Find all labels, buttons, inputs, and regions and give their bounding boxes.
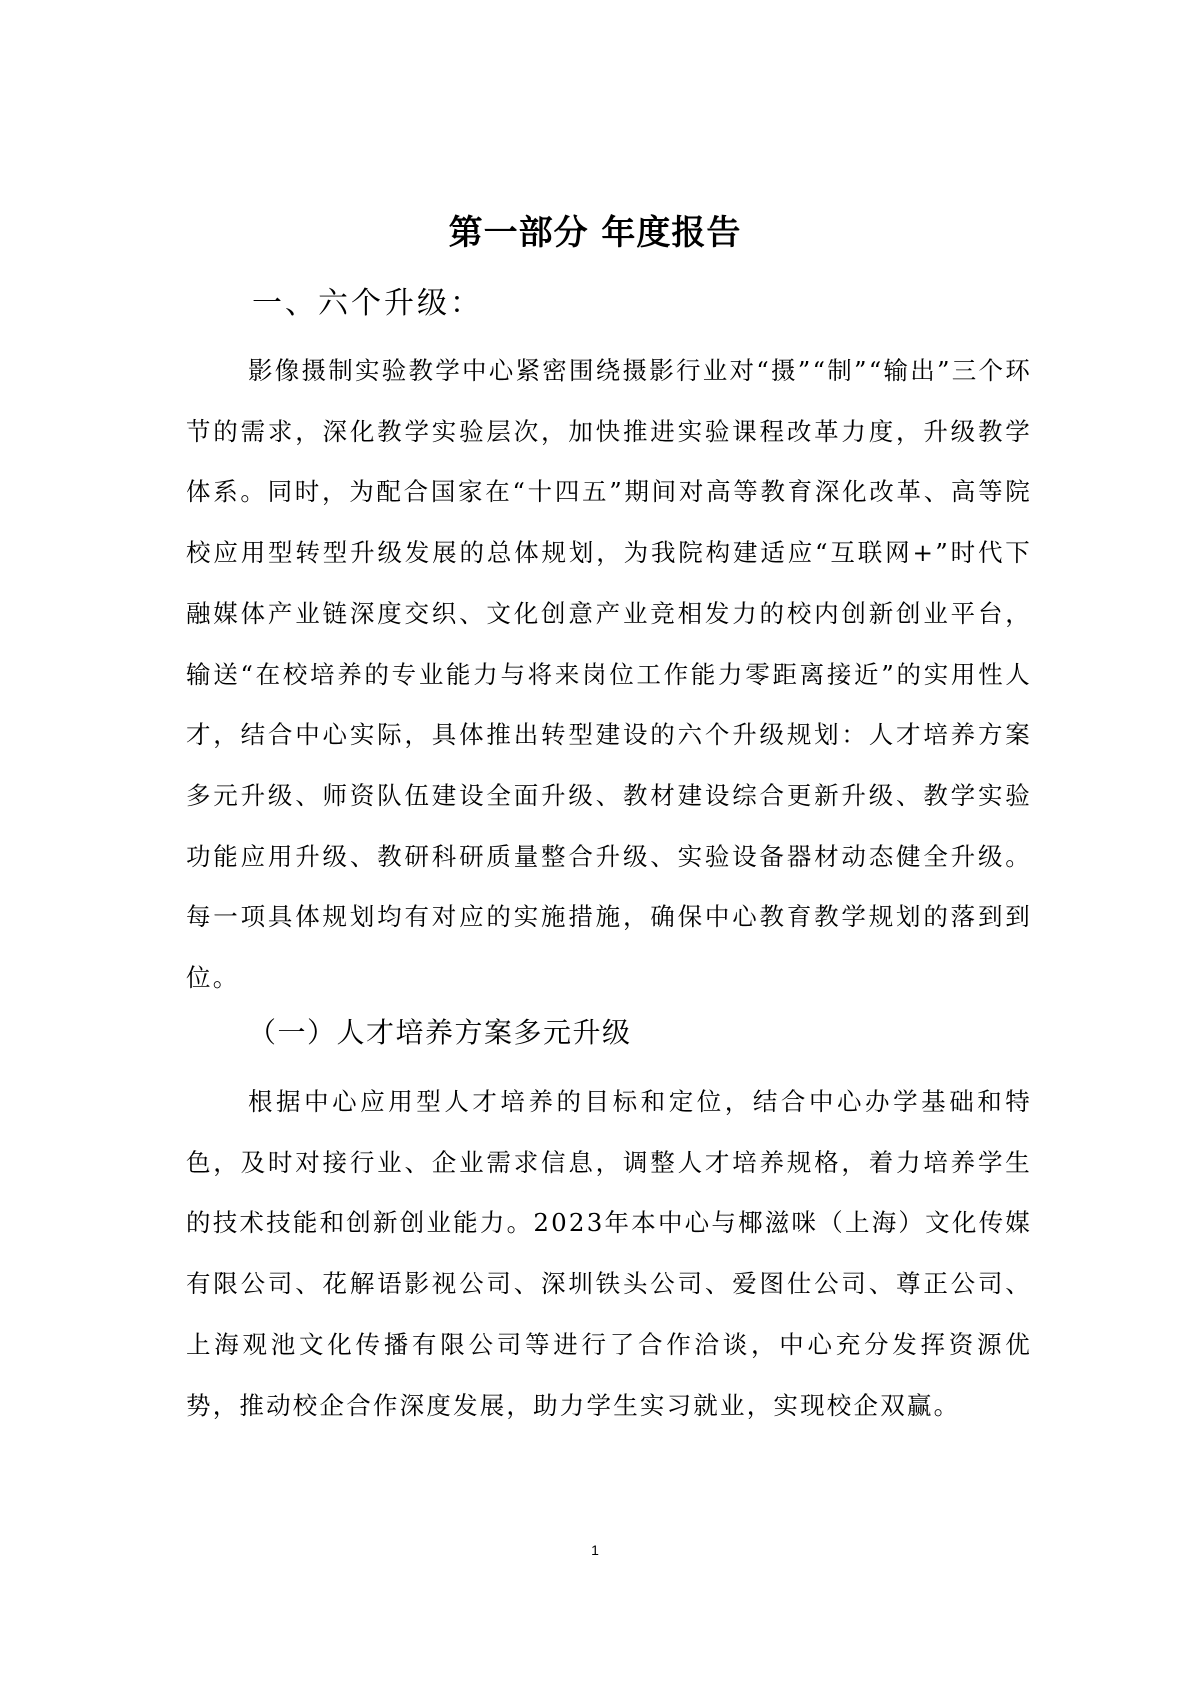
- subsection-heading: （一）人才培养方案多元升级: [248, 1016, 632, 1049]
- body-paragraph-1: 影像摄制实验教学中心紧密围绕摄影行业对“摄”“制”“输出”三个环节的需求，深化教学实验层次，加快推进实验课程改革力度，升级教学体系。同时，为配合国家在“十四五”期间对高等教育深化改革、高等院校应用型转型升级发展的总体规划，为我院构建适应“互联网+”时代下融媒体产业链深度交织、文化创意产业竞相发力的校内创新创业平台，输送“在校培养的专业能力与将来岗位工作能力零距离接近”的实用性人才，结合中心实际，具体推出转型建设的六个升级规划：人才培养方案多元升级、师资队伍建设全面升级、教材建设综合更新升级、教学实验功能应用升级、教研科研质量整合升级、实验设备器材动态健全升级。每一项具体规划均有对应的实施措施，确保中心教育教学规划的落到到位。: [186, 356, 1032, 993]
- body-paragraph-2: 根据中心应用型人才培养的目标和定位，结合中心办学基础和特色，及时对接行业、企业需求信息，调整人才培养规格，着力培养学生的技术技能和创新创业能力。2023年本中心与椰滋咪（上海）文化传媒有限公司、花解语影视公司、深圳铁头公司、爱图仕公司、尊正公司、上海观池文化传播有限公司等进行了合作洽谈，中心充分发挥资源优势，推动校企合作深度发展，助力学生实习就业，实现校企双赢。: [186, 1087, 1032, 1420]
- page-title: 第一部分 年度报告: [448, 213, 742, 253]
- page-number: 1: [591, 1542, 599, 1558]
- section-heading: 一、六个升级：: [252, 286, 483, 321]
